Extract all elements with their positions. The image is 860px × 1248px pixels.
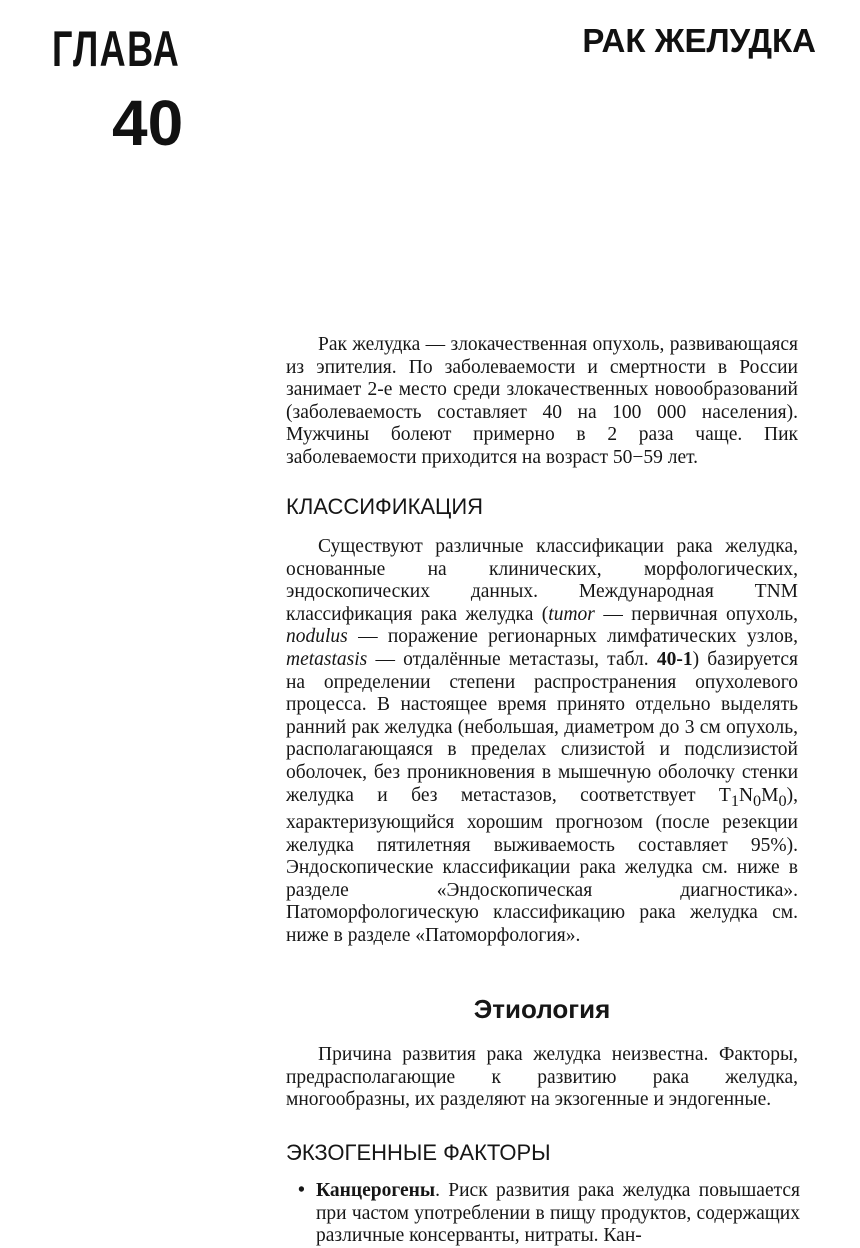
etiology-text: Причина развития рака желудка неизвестна. Факторы, предрасполагающие к развитию рака желудка, многообразны, их разделяют на экзогенные и эндогенные. bbox=[286, 1044, 798, 1111]
classification-text-4: — отдалённые метастазы, табл. bbox=[367, 648, 657, 670]
chapter-number: 40 bbox=[112, 87, 184, 159]
classification-text-5: ) базируется на определении степени распространения опухолевого процесса. В настоящее время принято отдельно выделять ранний рак желудка (небольшая, диаметром до 3 см опухоль, располагающаяся в пределах слизистой и подслизистой оболочек, без проникновения в мышечную оболочку стенки желудка и без метастазов, соответствует T bbox=[286, 648, 798, 806]
carcinogens-bullet bbox=[298, 1180, 800, 1248]
classification-heading: КЛАССИФИКАЦИЯ bbox=[286, 494, 484, 519]
tnm-n-subscript: 0 bbox=[753, 791, 762, 810]
classification-text-3: — поражение регионарных лимфатических узлов, bbox=[347, 626, 798, 648]
term-metastasis: metastasis bbox=[286, 648, 368, 670]
intro-text: Рак желудка — злокачественная опухоль, развивающаяся из эпителия. По заболеваемости и смертности в России занимает 2-е место среди злокачественных новообразований (заболеваемость составляет 40 на 100 000 населения). Мужчины болеют примерно в 2 раза чаще. Пик заболеваемости приходится на возраст 50−59 лет. bbox=[286, 334, 798, 468]
classification-paragraph bbox=[286, 536, 798, 948]
chapter-label: ГЛАВА bbox=[52, 21, 181, 77]
classification-text-2: — первичная опухоль, bbox=[594, 603, 798, 625]
table-reference: 40-1 bbox=[656, 648, 693, 670]
tnm-m-subscript: 0 bbox=[778, 791, 787, 810]
tnm-m: M bbox=[761, 784, 779, 806]
etiology-heading: Этиология bbox=[473, 994, 611, 1024]
bullet-term: Канцерогены bbox=[316, 1180, 436, 1201]
intro-paragraph bbox=[286, 334, 798, 470]
bullet-text: . Риск развития рака желудка повышается при частом употреблении в пищу продуктов, содержащих различные консерванты, нитраты. Кан- bbox=[316, 1180, 800, 1247]
classification-text-1: Существуют различные классификации рака желудка, основанные на клинических, морфологических, эндоскопических данных. Международная TNM классификация рака желудка ( bbox=[286, 536, 798, 625]
tnm-n: N bbox=[738, 784, 754, 806]
etiology-paragraph bbox=[286, 1044, 798, 1112]
tnm-t-subscript: 1 bbox=[730, 791, 739, 810]
exogenous-heading: ЭКЗОГЕННЫЕ ФАКТОРЫ bbox=[286, 1140, 551, 1165]
chapter-title: РАК ЖЕЛУДКА bbox=[582, 22, 816, 59]
term-nodulus: nodulus bbox=[286, 626, 348, 648]
bullet-dot-icon: • bbox=[298, 1180, 305, 1201]
term-tumor: tumor bbox=[548, 603, 595, 625]
classification-text-6: ), характеризующийся хорошим прогнозом (после резекции желудка пятилетняя выживаемость составляет 95%). Эндоскопические классификации рака желудка см. ниже в разделе «Эндоскопическая диагностика». Патоморфологическую классификацию рака желудка см. ниже в разделе «Патоморфология». bbox=[286, 784, 798, 946]
